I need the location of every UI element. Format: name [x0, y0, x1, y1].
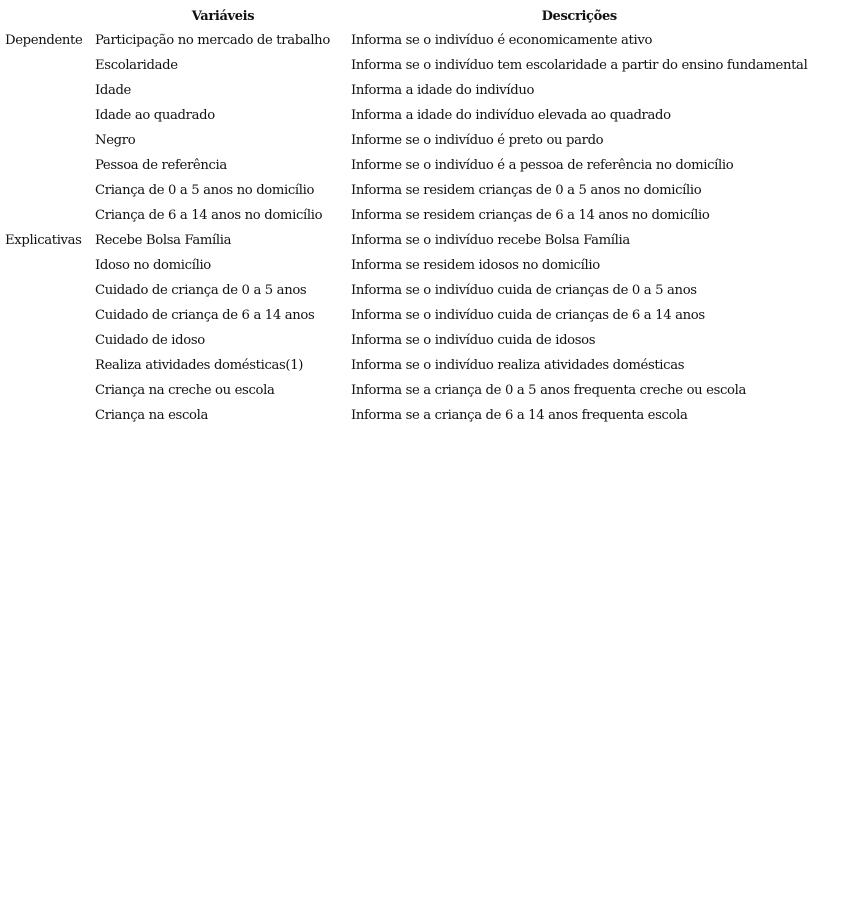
header-variables: Variáveis	[191, 8, 255, 24]
table-row	[5, 28, 807, 53]
row-group-label	[5, 78, 95, 103]
table-row	[5, 403, 807, 428]
row-variable-description: Informa a idade do indivíduo	[351, 83, 535, 98]
row-variable-name: Idade ao quadrado	[95, 108, 215, 123]
table-row	[5, 128, 807, 153]
row-variable-name: Cuidado de criança de 6 a 14 anos	[95, 308, 315, 323]
row-group-label: Dependente	[5, 33, 83, 48]
table-body	[5, 28, 807, 428]
table-row	[5, 328, 807, 353]
table-row	[5, 378, 807, 403]
row-variable-description: Informa se residem idosos no domicílio	[351, 258, 600, 273]
row-group-label	[5, 103, 95, 128]
row-group-label	[5, 203, 95, 228]
row-variable-description: Informe se o indivíduo é preto ou pardo	[351, 133, 604, 148]
table-row	[5, 353, 807, 378]
table-row	[5, 228, 807, 253]
table-row	[5, 203, 807, 228]
row-group-label	[5, 403, 95, 428]
row-variable-name: Idade	[95, 83, 132, 98]
table-row	[5, 178, 807, 203]
row-variable-name: Realiza atividades domésticas(1)	[95, 358, 304, 373]
row-variable-description: Informa se o indivíduo realiza atividades domésticas	[351, 358, 685, 373]
row-variable-description: Informa se o indivíduo é economicamente ativo	[351, 33, 653, 48]
row-group-label	[5, 303, 95, 328]
table-row	[5, 103, 807, 128]
table-row	[5, 278, 807, 303]
row-variable-name: Cuidado de criança de 0 a 5 anos	[95, 283, 307, 298]
row-variable-description: Informa se a criança de 0 a 5 anos frequenta creche ou escola	[351, 383, 747, 398]
row-group-label	[5, 253, 95, 278]
row-group-label	[5, 328, 95, 353]
row-variable-name: Criança de 0 a 5 anos no domicílio	[95, 183, 315, 198]
row-variable-description: Informa se residem crianças de 0 a 5 anos no domicílio	[351, 183, 702, 198]
table-row	[5, 153, 807, 178]
row-variable-name: Pessoa de referência	[95, 158, 227, 173]
row-group-label	[5, 53, 95, 78]
row-variable-description: Informa se a criança de 6 a 14 anos frequenta escola	[351, 408, 688, 423]
row-group-label	[5, 378, 95, 403]
row-group-label	[5, 278, 95, 303]
row-variable-name: Criança na escola	[95, 408, 208, 423]
table-row	[5, 53, 807, 78]
row-variable-name: Escolaridade	[95, 58, 178, 73]
row-group-label	[5, 153, 95, 178]
table-row	[5, 303, 807, 328]
row-group-label	[5, 353, 95, 378]
row-variable-name: Idoso no domicílio	[95, 258, 211, 273]
row-variable-name: Negro	[95, 133, 136, 148]
row-variable-description: Informa se o indivíduo cuida de idosos	[351, 333, 596, 348]
row-group-label: Explicativas	[5, 233, 82, 248]
row-variable-name: Recebe Bolsa Família	[95, 233, 232, 248]
row-variable-description: Informa se o indivíduo recebe Bolsa Família	[351, 233, 630, 248]
row-variable-description: Informa se o indivíduo cuida de crianças de 0 a 5 anos	[351, 283, 697, 298]
table-row	[5, 78, 807, 103]
table-row	[5, 253, 807, 278]
row-variable-name: Participação no mercado de trabalho	[95, 33, 330, 48]
row-variable-description: Informa se residem crianças de 6 a 14 anos no domicílio	[351, 208, 710, 223]
row-variable-name: Cuidado de idoso	[95, 333, 205, 348]
header-group-spacer	[5, 4, 95, 28]
header-descriptions: Descrições	[541, 8, 617, 24]
row-variable-description: Informa a idade do indivíduo elevada ao quadrado	[351, 108, 671, 123]
table-header-row	[5, 4, 807, 28]
variables-table	[5, 4, 807, 428]
row-variable-name: Criança de 6 a 14 anos no domicílio	[95, 208, 323, 223]
row-variable-description: Informa se o indivíduo cuida de crianças de 6 a 14 anos	[351, 308, 705, 323]
row-group-label	[5, 178, 95, 203]
row-group-label	[5, 128, 95, 153]
row-variable-description: Informa se o indivíduo tem escolaridade a partir do ensino fundamental	[351, 58, 808, 73]
row-variable-name: Criança na creche ou escola	[95, 383, 275, 398]
row-variable-description: Informe se o indivíduo é a pessoa de referência no domicílio	[351, 158, 734, 173]
